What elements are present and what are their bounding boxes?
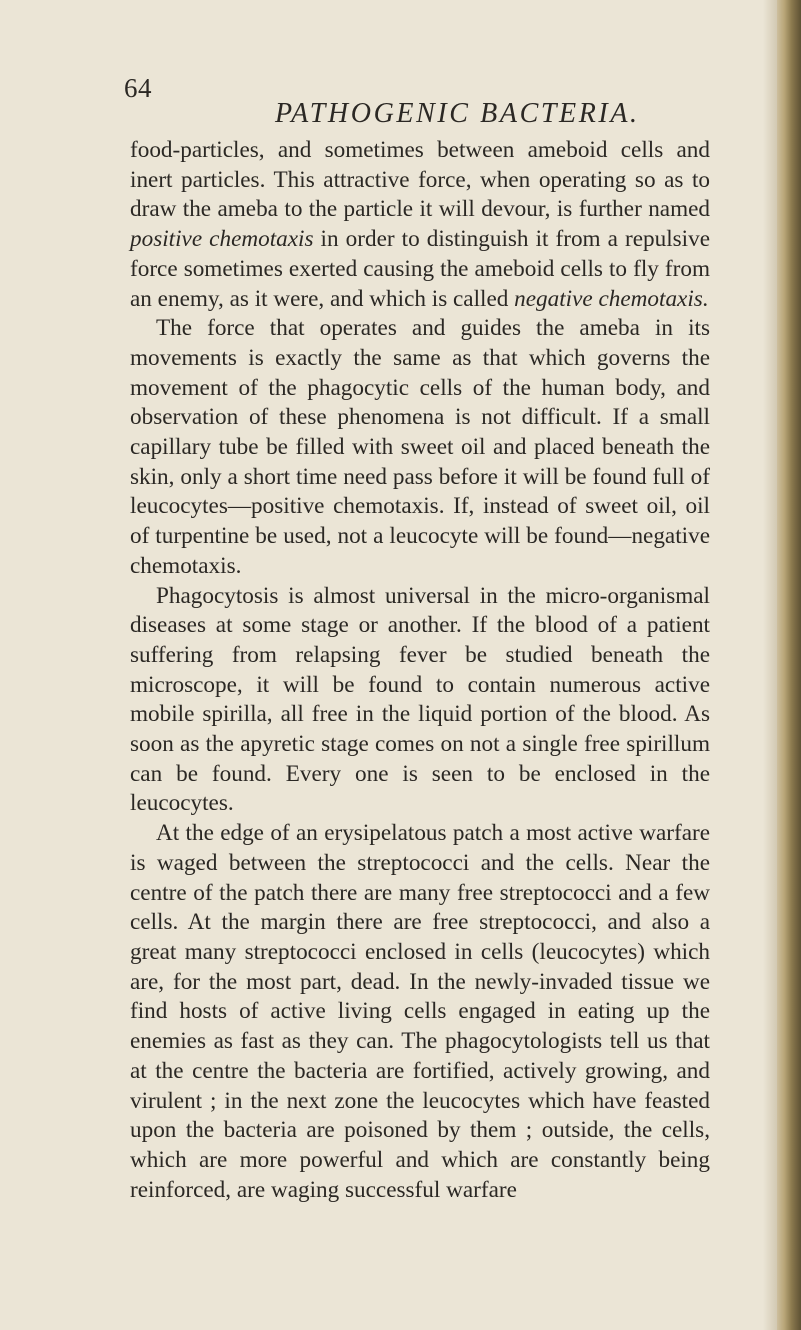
paragraph-1 [130,136,710,314]
paragraph-4 [130,819,710,1205]
italic-term: positive chemotaxis [130,226,314,253]
text-segment: The force that operates and guides the ameba in its movements is exactly the same as that which governs the movement of the phagocytic cells of the human body, and observation of these phenomena is not difficult. If a small capillary tube be filled with sweet oil and placed beneath the skin, only a short time need pass before it will be found full of leucocytes—positive chemotaxis. If, instead of sweet oil, oil of turpentine be used, not a leucocyte will be found—negative chemotaxis. [130,315,710,579]
text-segment: food-particles, and sometimes between ameboid cells and inert particles. This attractive force, when operating so as to draw the ameba to the particle it will devour, is further named [130,137,710,223]
body-text [130,136,710,1205]
text-segment: Phagocytosis is almost universal in the micro-organismal diseases at some stage or another. If the blood of a patient suffering from relapsing fever be studied beneath the microscope, it will be found to contain numerous active mobile spirilla, all free in the liquid portion of the blood. As soon as the apyretic stage comes on not a single free spirillum can be found. Every one is seen to be enclosed in the leucocytes. [130,582,710,817]
text-segment: At the edge of an erysipelatous patch a most active warfare is waged between the streptococci and the cells. Near the centre of the patch there are many free streptococci and a few cells. At the margin there are free streptococci, and also a great many streptococci enclosed in cells (leucocytes) which are, for the most part, dead. In the newly-invaded tissue we find hosts of active living cells engaged in eating up the enemies as fast as they can. The phagocytologists tell us that at the centre the bacteria are fortified, actively growing, and virulent ; in the next zone the leucocytes which have feasted upon the bacteria are poisoned by them ; outside, the cells, which are more powerful and which are constantly being reinforced, are waging successful warfare [130,820,710,1203]
italic-term: negative chemotaxis. [514,285,709,312]
page-number: 64 [124,73,152,103]
paragraph-2 [130,314,710,581]
page-edge [777,0,801,1330]
page-edge-shadow [763,0,777,1330]
paragraph-3 [130,582,710,820]
running-title: PATHOGENIC BACTERIA. [275,98,640,129]
text-segment: in order to distinguish it from a repulsive force sometimes exerted causing the ameboid cells to fly from an enemy, as it were, and which is called [130,226,710,312]
